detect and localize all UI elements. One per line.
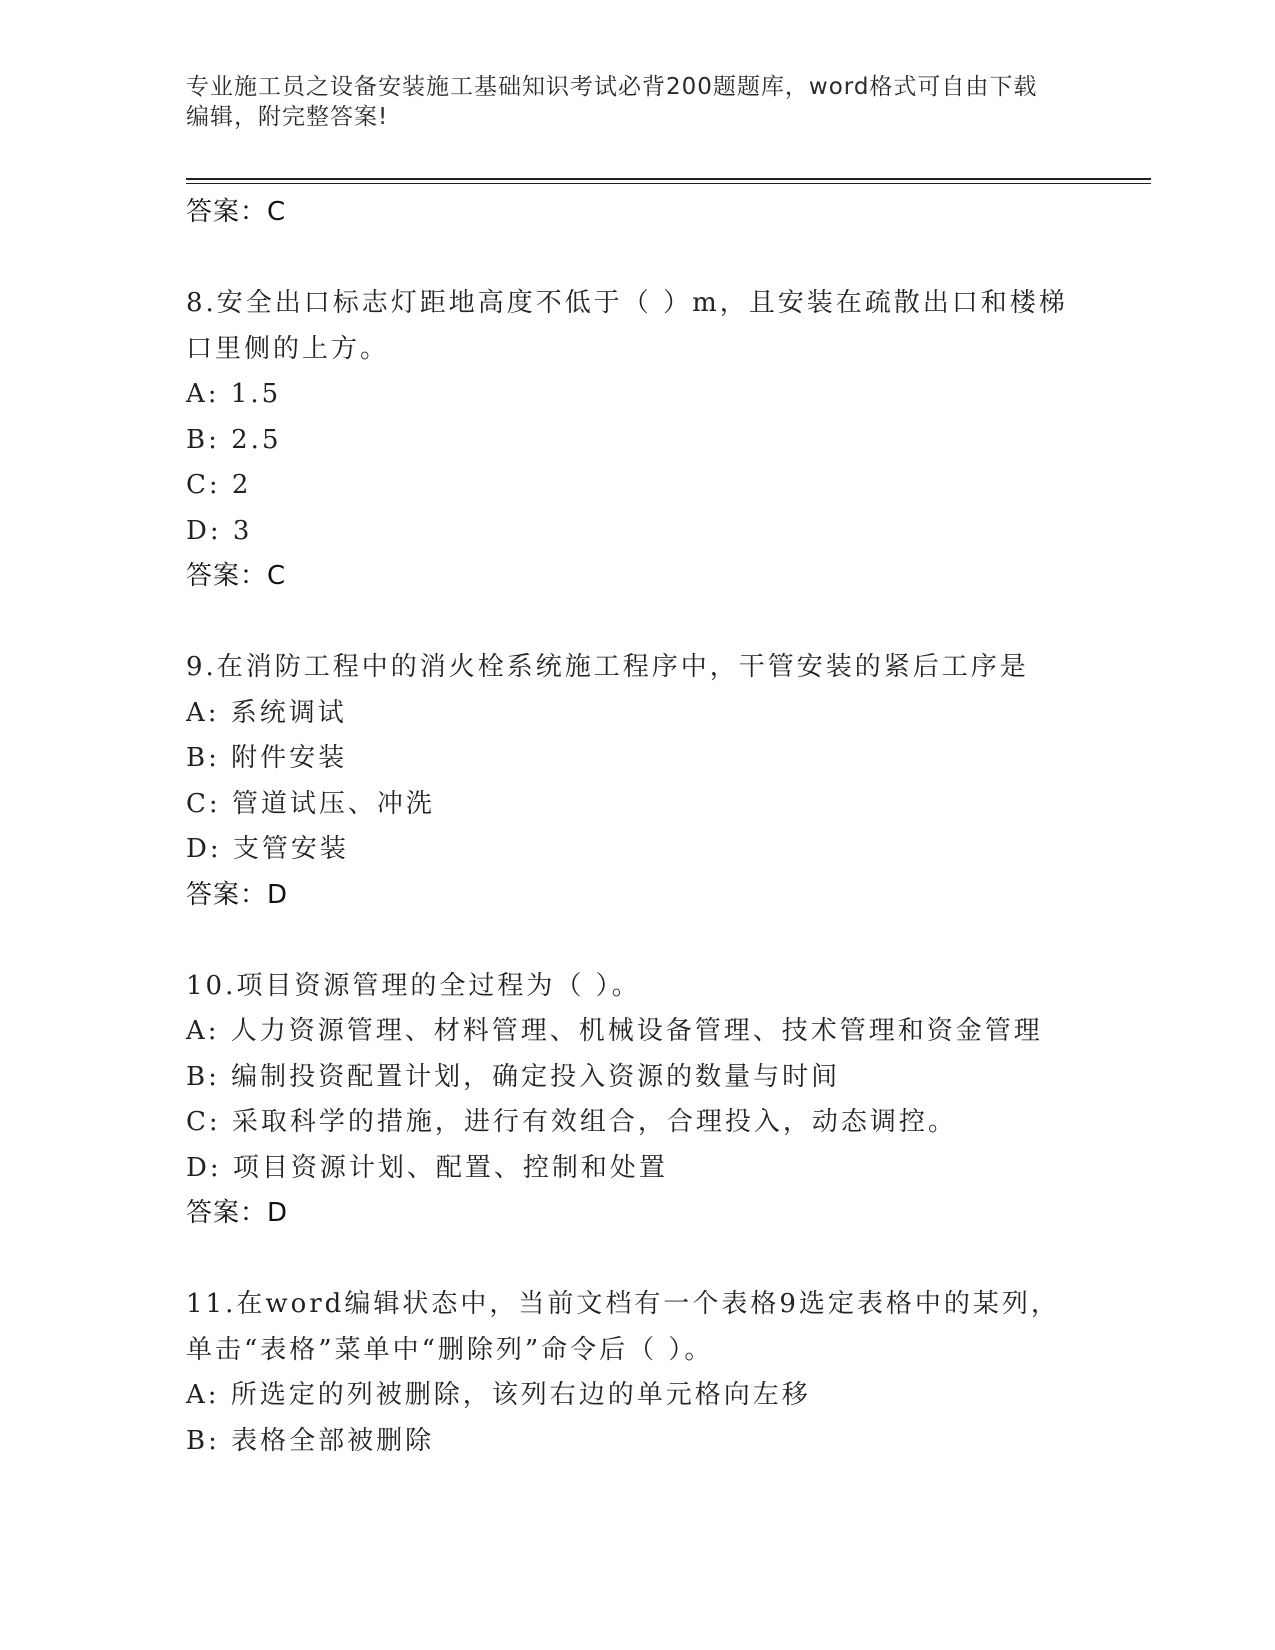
spacer xyxy=(186,918,1086,964)
question-stem: 8.安全出口标志灯距地高度不低于（ ）m，且安装在疏散出口和楼梯 xyxy=(186,288,1068,318)
answer-line: 答案：D xyxy=(186,879,289,910)
spacer xyxy=(186,236,1086,282)
question-block xyxy=(186,1282,1086,1464)
option-d: D: 支管安装 xyxy=(186,834,349,864)
document-header xyxy=(186,72,1086,132)
option-a: A: 所选定的列被删除，该列右边的单元格向左移 xyxy=(186,1380,811,1410)
answer-line: 答案：C xyxy=(186,197,287,227)
header-line-1: 专业施工员之设备安装施工基础知识考试必背200题题库，word格式可自由下载 xyxy=(186,74,1038,100)
option-b: B: 附件安装 xyxy=(186,743,348,773)
option-a: A: 人力资源管理、材料管理、机械设备管理、技术管理和资金管理 xyxy=(186,1016,1043,1046)
spacer xyxy=(186,600,1086,646)
header-divider-thin xyxy=(186,183,1151,184)
option-a: A: 系统调试 xyxy=(186,697,347,728)
question-list xyxy=(186,190,1086,1464)
question-stem: 口里侧的上方。 xyxy=(186,333,390,364)
question-stem: 11.在word编辑状态中，当前文档有一个表格9选定表格中的某列， xyxy=(186,1289,1060,1319)
option-c: C: 2 xyxy=(186,470,252,500)
option-a: A: 1.5 xyxy=(186,379,282,409)
question-stem: 10.项目资源管理的全过程为（ ）。 xyxy=(186,970,641,1001)
option-d: D: 项目资源计划、配置、控制和处置 xyxy=(186,1152,668,1183)
spacer xyxy=(186,1237,1086,1283)
question-block xyxy=(186,645,1086,918)
question-block xyxy=(186,964,1086,1237)
answer-line: 答案：C xyxy=(186,561,287,591)
option-b: B: 编制投资配置计划，确定投入资源的数量与时间 xyxy=(186,1061,841,1092)
option-c: C: 采取科学的措施，进行有效组合，合理投入，动态调控。 xyxy=(186,1107,957,1137)
option-d: D: 3 xyxy=(186,515,253,546)
question-block xyxy=(186,281,1086,600)
question-stem: 单击“表格”菜单中“删除列”命令后（ ）。 xyxy=(186,1334,714,1365)
option-b: B: 2.5 xyxy=(186,424,282,455)
answer-line: 答案：D xyxy=(186,1198,289,1228)
option-b: B: 表格全部被删除 xyxy=(186,1425,435,1456)
question-stem: 9.在消防工程中的消火栓系统施工程序中，干管安装的紧后工序是 xyxy=(186,652,1029,682)
header-divider xyxy=(186,178,1151,180)
header-line-2: 编辑，附完整答案! xyxy=(186,104,389,130)
option-c: C: 管道试压、冲洗 xyxy=(186,788,435,819)
